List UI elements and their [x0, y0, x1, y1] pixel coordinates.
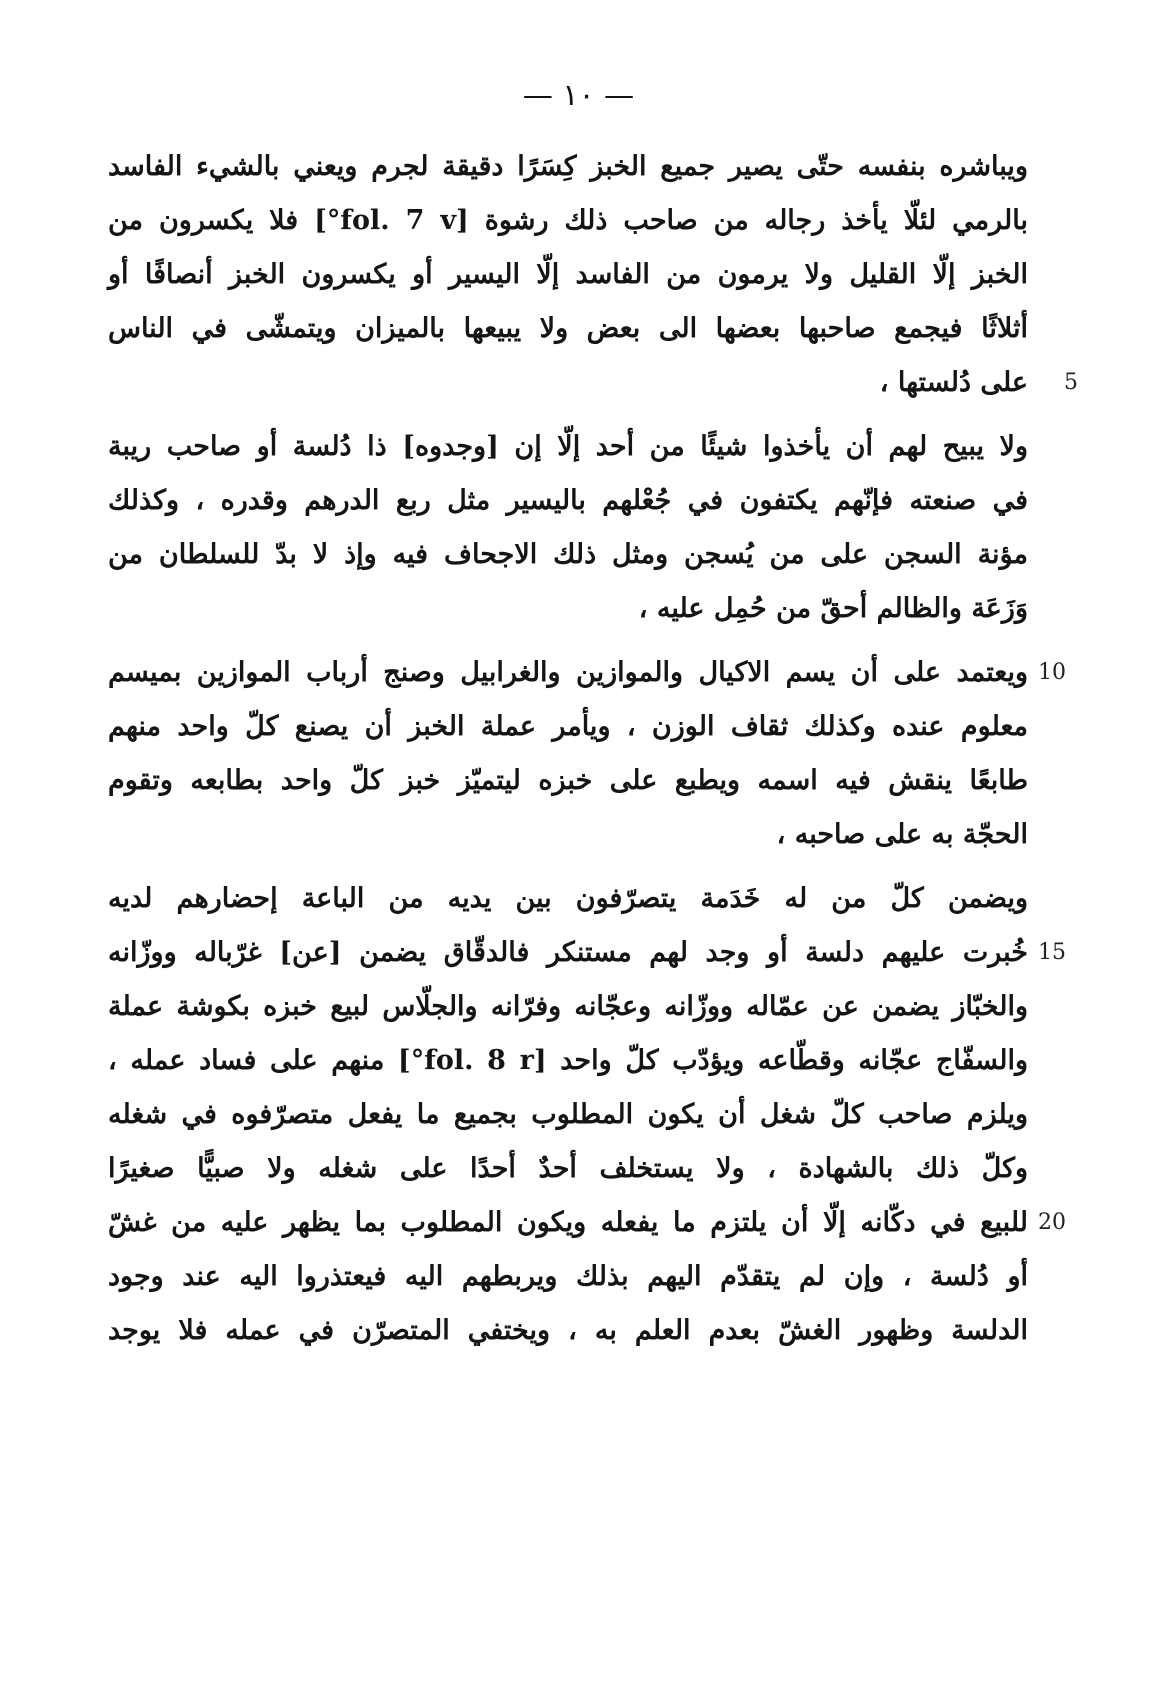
text-line [108, 1034, 1028, 1088]
text-line [108, 474, 1028, 528]
text-line-content: ويلزم صاحب كلّ شغل أن يكون المطلوب بجميع ما يفعل متصرّفوه في شغله [108, 1099, 1028, 1130]
page-number: — ١٠ — [522, 78, 635, 113]
line-number: 15 [1038, 940, 1066, 965]
text-line-content: للبيع في دكّانه إلّا أن يلتزم ما يفعله ويكون المطلوب بما يظهر عليه من غشّ [108, 1207, 1028, 1238]
text-line-content: والخبّاز يضمن عن عمّاله ووزّانه وعجّانه وفرّانه والجلّاس لبيع خبزه بكوشة عملة [108, 991, 1028, 1022]
text-line-content: خُبرت عليهم دلسة أو وجد لهم مستنكر فالدقّاق يضمن [عن] غرّباله ووزّانه [108, 937, 1028, 968]
text-line-content: أو دُلسة ، وإن لم يتقدّم اليهم بذلك ويربطهم اليه فيعتذروا اليه عند وجود [108, 1261, 1028, 1292]
text-line-content: مؤنة السجن على من يُسجن ومثل ذلك الاجحاف فيه وإذ لا بدّ للسلطان من [108, 539, 1028, 570]
text-line-content: معلوم عنده وكذلك ثقاف الوزن ، ويأمر عملة الخبز أن يصنع كلّ واحد منهم [108, 711, 1028, 742]
text-line [108, 582, 1028, 636]
text-line-content: على دُلستها ، [879, 367, 1028, 398]
text-line-content: الخبز إلّا القليل ولا يرمون من الفاسد إلّا اليسير أو يكسرون الخبز أنصافًا أو [108, 259, 1028, 290]
text-line-content: وَزَعَة والظالم أحقّ من حُمِل عليه ، [638, 593, 1028, 624]
text-line [108, 356, 1078, 410]
body-text [108, 140, 1078, 1358]
text-line [108, 980, 1028, 1034]
text-line [108, 1088, 1028, 1142]
text-line [108, 420, 1028, 474]
text-line [108, 808, 1028, 862]
text-line-content: ويضمن كلّ من له خَدَمة يتصرّفون بين يديه من الباعة إحضارهم لديه [108, 883, 1028, 914]
text-line-content: ويعتمد على أن يسم الاكيال والموازين والغرابيل وصنج أرباب الموازين بميسم [108, 657, 1028, 688]
text-line [108, 248, 1028, 302]
text-line-content: الحجّة به على صاحبه ، [776, 819, 1028, 850]
text-line [108, 754, 1028, 808]
text-line-content: في صنعته فإنّهم يكتفون في جُعْلهم باليسير مثل ربع الدرهم وقدره ، وكذلك [108, 485, 1028, 516]
text-line-content: ويباشره بنفسه حتّى يصير جميع الخبز كِسَرًا دقيقة لجرم ويعني بالشيء الفاسد [108, 151, 1028, 182]
text-line [108, 140, 1028, 194]
text-line-content: وكلّ ذلك بالشهادة ، ولا يستخلف أحدٌ أحدًا على شغله ولا صبيًّا صغيرًا [108, 1153, 1028, 1184]
text-line [108, 872, 1028, 926]
text-line [108, 1250, 1028, 1304]
text-line-content: ولا يبيح لهم أن يأخذوا شيئًا من أحد إلّا إن [وجدوه] ذا دُلسة أو صاحب ريبة [108, 431, 1028, 462]
text-line [108, 528, 1028, 582]
text-line [108, 646, 1066, 700]
text-line-content: بالرمي لئلّا يأخذ رجاله من صاحب ذلك رشوة [fol. 7 v°] فلا يكسرون من [108, 205, 1028, 236]
text-line [108, 1304, 1028, 1358]
text-line-content: الدلسة وظهور الغشّ بعدم العلم به ، ويختفي المتصرّن في عمله فلا يوجد [108, 1315, 1028, 1346]
text-line [108, 1196, 1066, 1250]
line-number: 20 [1038, 1210, 1066, 1235]
text-line [108, 194, 1028, 248]
text-line [108, 926, 1066, 980]
text-line [108, 700, 1028, 754]
text-line [108, 1142, 1028, 1196]
text-line [108, 302, 1028, 356]
line-number: 5 [1064, 370, 1078, 395]
text-line-content: والسفّاج عجّانه وقطّاعه ويؤدّب كلّ واحد [fol. 8 r°] منهم على فساد عمله ، [108, 1045, 1029, 1076]
text-line-content: طابعًا ينقش فيه اسمه ويطبع على خبزه ليتميّز خبز كلّ واحد بطابعه وتقوم [108, 765, 1028, 796]
line-number: 10 [1038, 660, 1066, 685]
text-line-content: أثلاثًا فيجمع صاحبها بعضها الى بعض ولا يبيعها بالميزان ويتمشّى في الناس [108, 313, 1028, 344]
